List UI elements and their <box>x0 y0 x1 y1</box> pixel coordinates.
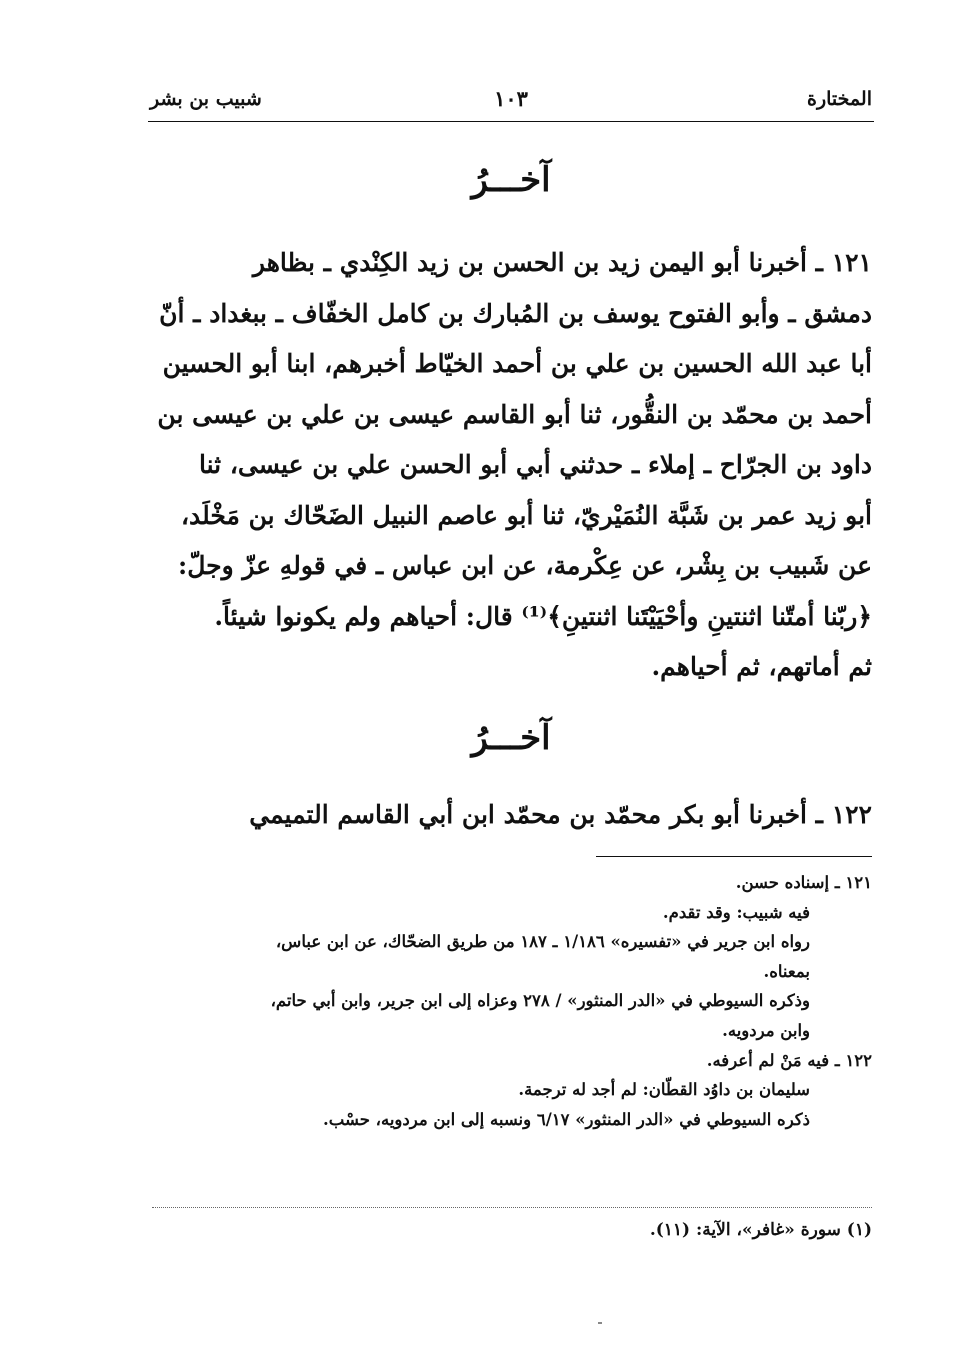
text-line: عن شَبيب بن بِشْر، عن عِكْرمة، عن ابن عباس ـ في قولهِ عزّ وجلّ: <box>178 551 872 580</box>
text-line: أبو زيد عمر بن شَبَّة النُمَيْريّ، ثنا أبو عاصم النبيل الضَحّاك بن مَخْلَد، <box>180 500 872 530</box>
chapter-name: شبيب بن بشر <box>150 88 262 110</box>
note-line: وذكره السيوطي في «الدر المنثور» / ٢٧٨ وعزاه إلى ابن جرير، وابن أبي حاتم، <box>270 991 810 1011</box>
hadith-122-text <box>152 790 872 841</box>
scan-speck <box>598 1322 602 1324</box>
section-heading: آخـــرُ <box>471 718 551 758</box>
note-line: ذكره السيوطي في «الدر المنثور» ٦/١٧ ونسبه إلى ابن مردويه، حسْب. <box>323 1109 810 1129</box>
running-header <box>150 84 872 118</box>
text-line: ثم أماتهم، ثم أحياهم. <box>651 652 872 681</box>
hadith-121-text <box>152 238 872 693</box>
footnote-divider <box>152 1207 872 1208</box>
notes-divider <box>596 856 872 857</box>
section-heading: آخـــرُ <box>471 160 551 200</box>
note-line: وابن مردويه. <box>722 1020 810 1040</box>
header-divider <box>148 121 874 122</box>
text-line: أحمد بن محمّد بن النقُّور، ثنا أبو القاسم عيسى بن علي بن عيسى بن <box>157 399 872 429</box>
text-line: ١٢٢ ـ أخبرنا أبو بكر محمّد بن محمّد ابن أبي القاسم التميمي <box>249 800 872 829</box>
text-line: أبا عبد الله الحسين بن علي بن أحمد الخيّاط أخبرهم، ابنا أبو الحسين <box>162 349 872 378</box>
book-title: المختارة <box>807 88 872 110</box>
note-line: سليمان بن داوُد القطّان: لم أجد له ترجمة. <box>518 1080 810 1100</box>
note-line: رواه ابن جرير في «تفسيره» ١/١٨٦ ـ ١٨٧ من طريق الضحّاك، عن ابن عباس، <box>275 932 810 952</box>
note-line: ١٢١ ـ إسناده حسن. <box>735 873 872 892</box>
note-line: فيه شبيب: وقد تقدم. <box>662 902 810 922</box>
text-line: داود بن الجرّاح ـ إملاء ـ حدثني أبي أبو الحسن علي بن عيسى، ثنا <box>199 450 872 479</box>
commentary-notes <box>152 868 872 1134</box>
text-line: ١٢١ ـ أخبرنا أبو اليمن زيد بن الحسن بن زيد الكِنْدي ـ بظاهر <box>252 248 872 277</box>
footnote: (١) سورة «غافر»، الآية: (١١). <box>649 1220 872 1240</box>
note-line: ١٢٢ ـ فيه مَنْ لم أعرفه. <box>706 1050 872 1070</box>
page-number: ١٠٣ <box>494 86 528 111</box>
note-line: بمعناه. <box>763 961 810 981</box>
text-line: دمشق ـ وأبو الفتوح يوسف بن المُبارك بن كامل الخفّاف ـ ببغداد ـ أنّ <box>159 298 872 328</box>
text-line: ﴿ربّنا أمتّنا اثنتينِ وأحْيَيْتَنا اثنتينِ﴾⁽¹⁾ قال: أحياهم ولم يكونوا شيئاً. <box>214 601 872 631</box>
